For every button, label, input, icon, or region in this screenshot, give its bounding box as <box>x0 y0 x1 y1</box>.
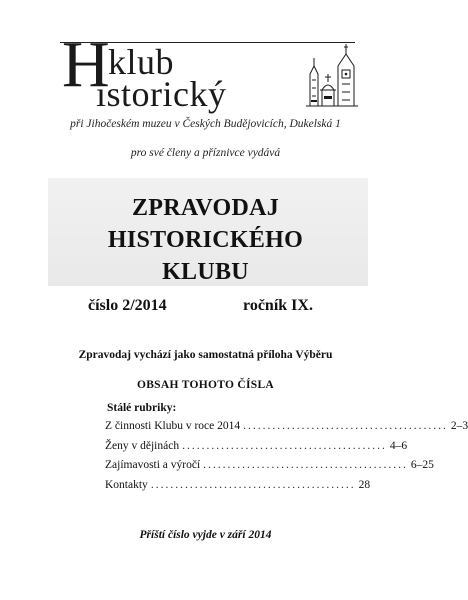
contents-section-label: Stálé rubriky: <box>107 402 177 414</box>
toc-leader: .......................................... <box>182 439 387 452</box>
publisher-line: při Jihočeském muzeu v Českých Budějovicích, Dukelská 1 <box>70 118 341 130</box>
next-issue-note: Příští číslo vyjde v září 2014 <box>139 529 272 541</box>
toc-leader: .......................................... <box>203 459 408 471</box>
toc-entry-page: 4–6 <box>389 439 408 452</box>
town-towers-icon <box>304 40 360 110</box>
contents-heading: OBSAH TOHOTO ČÍSLA <box>136 379 275 391</box>
title-line-2: HISTORICKÉHO <box>107 227 304 253</box>
toc-entry <box>105 459 434 479</box>
toc-entry-page: 6–25 <box>410 459 434 471</box>
title-line-1: ZPRAVODAJ <box>131 195 280 221</box>
toc-entry <box>105 420 468 440</box>
toc-entry <box>105 439 408 460</box>
logo-word-istoricky: istorický <box>96 74 227 114</box>
logo-word-klub: klub <box>108 42 175 82</box>
table-of-contents <box>105 420 468 498</box>
klub-historicky-logo <box>60 28 355 114</box>
audience-line: pro své členy a příznivce vydává <box>130 147 281 159</box>
issue-number: číslo 2/2014 <box>88 297 167 314</box>
toc-entry-title: Kontakty <box>105 478 148 491</box>
supplement-note: Zpravodaj vychází jako samostatná příloha Výběru <box>78 349 333 361</box>
title-line-3: KLUBU <box>162 259 249 285</box>
issue-volume: ročník IX. <box>243 297 313 314</box>
toc-leader: .......................................... <box>243 420 448 432</box>
logo-letter: H <box>62 28 110 101</box>
toc-entry <box>105 478 371 499</box>
toc-entry-page: 28 <box>358 478 371 491</box>
toc-leader: .......................................... <box>150 478 356 491</box>
toc-entry-title: Zajímavosti a výročí <box>105 459 201 471</box>
toc-entry-page: 2–3 <box>450 420 468 432</box>
toc-entry-title: Ženy v dějinách <box>105 439 180 452</box>
toc-entry-title: Z činnosti Klubu v roce 2014 <box>105 420 241 432</box>
